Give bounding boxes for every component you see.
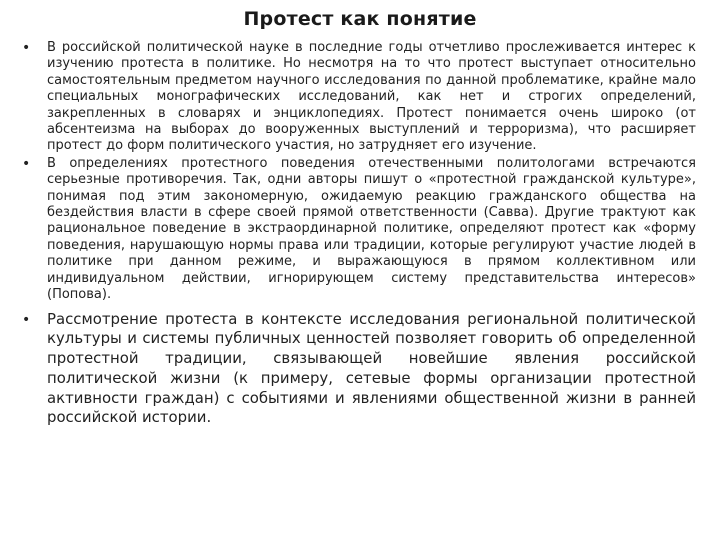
bullet-marker: • <box>22 40 31 56</box>
bullet-item <box>22 156 696 304</box>
bullet-list <box>22 40 696 428</box>
bullet-text: В российской политической науке в последние годы отчетливо прослеживается интерес к изучению протеста в политике. Но несмотря на то что протест выступает относительно самостоятельным предметом научного исследования по данной проблематике, крайне мало специальных монографических исследований, как нет и строгих определений, закрепленных в словарях и энциклопедиях. Протест понимается очень широко (от абсентеизма на выборах до вооруженных выступлений и терроризма), что расширяет протест до форм политического участия, но затрудняет его изучение. <box>47 40 696 154</box>
slide-title: Протест как понятие <box>243 8 477 30</box>
bullet-marker: • <box>22 155 31 172</box>
bullet-marker: • <box>22 311 31 328</box>
bullet-item <box>22 310 696 429</box>
bullet-text: В определениях протестного поведения отечественными политологами встречаются серьезные противоречия. Так, одни авторы пишут о «протестной гражданской культуре», понимая под этим закономерную, ожидаемую реакцию гражданского общества на бездействия власти в сфере своей прямой ответственности (Савва). Другие трактуют как рациональное поведение в экстраординарной политике, определяют протест как «форму поведения, нарушающую нормы права или традиции, которые регулируют участие людей в политике при данном режиме, и выражающуюся в прямом коллективном или индивидуальном действии, игнорирующем систему представительства интересов» (Попова). <box>47 155 696 303</box>
bullet-text: Рассмотрение протеста в контексте исследования региональной политической культуры и системы публичных ценностей позволяет говорить об определенной протестной традиции, связывающей новейшие явления российской политической жизни (к примеру, сетевые формы организации протестной активности граждан) с событиями и явлениями общественной жизни в ранней российской истории. <box>47 309 696 427</box>
bullet-item <box>22 40 696 155</box>
